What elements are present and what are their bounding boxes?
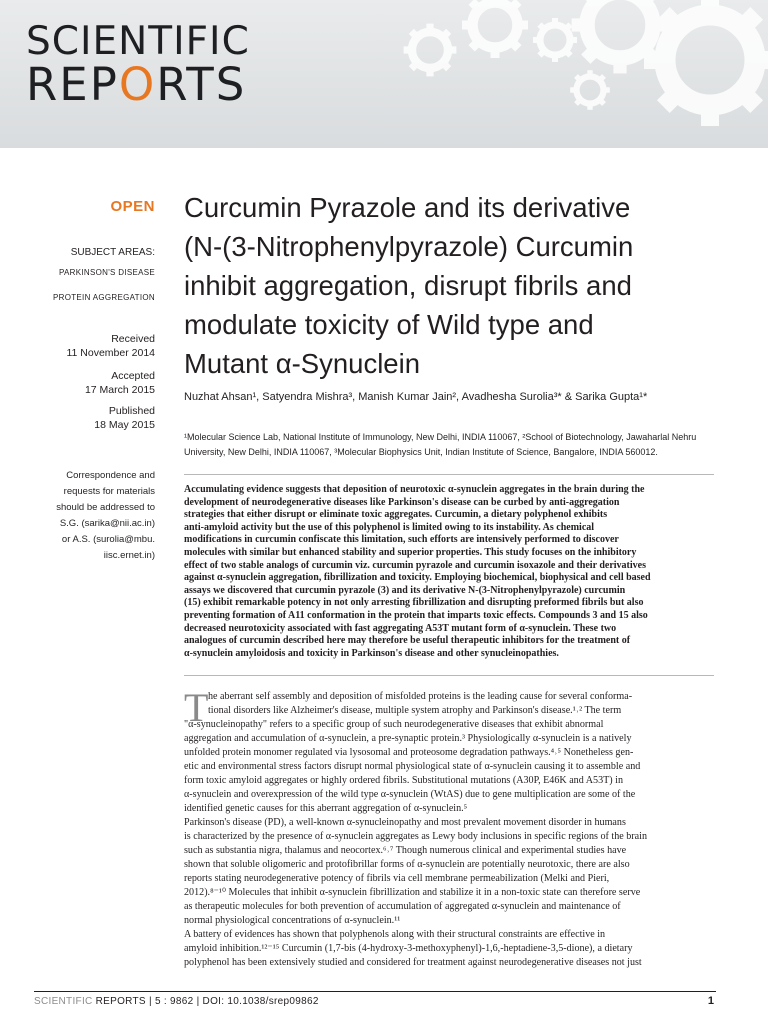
body-line: identified genetic causes for this aberrant aggregation of α-synuclein.⁵ [184, 803, 468, 814]
article-title [184, 188, 744, 383]
title-line: modulate toxicity of Wild type and [184, 309, 594, 340]
author-list: Nuzhat Ahsan¹, Satyendra Mishra³, Manish Kumar Jain², Avadhesha Surolia³* & Sarika Gupta¹* [184, 391, 648, 403]
accepted-date: 17 March 2015 [84, 384, 155, 396]
body-line: tional disorders like Alzheimer's disease, multiple system atrophy and Parkinson's disease.¹˒² The term [208, 705, 622, 716]
page-number: 1 [707, 995, 714, 1007]
body-line: 2012).⁸⁻¹⁰ Molecules that inhibit α-synuclein fibrillization and stabilize it in a non-toxic state can therefore serve [184, 887, 641, 898]
article-body [184, 685, 714, 970]
correspondence-line: Correspondence and [66, 470, 155, 481]
logo-rep: REP [26, 58, 119, 111]
correspondence-email-link[interactable]: iisc.ernet.in) [103, 550, 155, 561]
abstract-line: anti-amyloid activity but the use of this polyphenol is limited owing to its instability. As chemical [184, 521, 595, 533]
body-line: he aberrant self assembly and deposition of misfolded proteins is the leading cause for several conforma- [208, 691, 633, 702]
body-line: amyloid inhibition.¹²⁻¹⁵ Curcumin (1,7-bis (4-hydroxy-3-methoxyphenyl)-1,6,-heptadiene-3,5-dione), a dietary [184, 943, 633, 954]
logo-rts: RTS [156, 58, 247, 111]
correspondence-line: should be addressed to [56, 502, 155, 513]
body-line: normal physiological concentrations of α-synuclein.¹¹ [184, 915, 401, 926]
body-line: as therapeutic molecules for both prevention of accumulation of aggregated α-synuclein and maintenance of [184, 901, 621, 912]
title-line: Mutant α-Synuclein [184, 348, 421, 379]
correspondence-note [5, 468, 155, 564]
body-line: etic and environmental stress factors disrupt normal physiological state of α-synuclein causing it to assemble and [184, 761, 641, 772]
received-label: Received [111, 333, 155, 345]
subject-link-protein-aggregation[interactable]: PROTEIN AGGREGATION [52, 293, 155, 302]
abstract-line: (15) exhibit remarkable potency in not only arresting fibrillization and disrupting preformed fibrils but also [184, 597, 644, 609]
abstract-line: strategies that either disrupt or eliminate toxic aggregates. Curcumin, a dietary polyphenol exhibits [184, 509, 608, 521]
divider [184, 675, 714, 676]
divider [184, 474, 714, 475]
correspondence-line: requests for materials [63, 486, 155, 497]
page-footer [34, 996, 319, 1007]
body-line: α-synuclein and overexpression of the wild type α-synuclein (WtAS) due to gene multiplication are some of the [184, 789, 636, 800]
body-line: polyphenol has been extensively studied and considered for treatment against neurodegenerative diseases not just [184, 957, 642, 968]
footer-citation[interactable]: | 5 : 9862 | DOI: 10.1038/srep09862 [145, 996, 319, 1007]
open-access-badge: OPEN [110, 198, 155, 215]
body-line: reports stating neurodegenerative potency of fibrils via cell membrane permeabilization (Melki and Pieri, [184, 873, 610, 884]
body-line: A battery of evidences has shown that polyphenols along with their structural constraints are effective in [184, 929, 606, 940]
affiliations [184, 430, 724, 460]
title-line: (N-(3-Nitrophenylpyrazole) Curcumin [184, 231, 634, 262]
drop-cap: T [184, 685, 209, 730]
footer-journal-reports: REPORTS [95, 996, 146, 1007]
body-line: is characterized by the presence of α-synuclein aggregates as Lewy body inclusions in specific regions of the brain [184, 831, 647, 842]
body-line: such as substantia nigra, thalamus and neocortex.⁶˒⁷ Though numerous clinical and experimental studies have [184, 845, 627, 856]
footer-journal-scientific: SCIENTIFIC [34, 996, 96, 1007]
published-label: Published [108, 405, 155, 417]
subject-link-parkinsons[interactable]: PARKINSON'S DISEASE [59, 268, 155, 277]
abstract-line: α-synuclein amyloidosis and toxicity in Parkinson's disease and other synucleinopathies. [184, 647, 559, 659]
accepted-label: Accepted [111, 370, 155, 382]
correspondence-email-link[interactable]: S.G. (sarika@nii.ac.in) [59, 518, 155, 529]
title-line: inhibit aggregation, disrupt fibrils and [184, 270, 632, 301]
body-line: aggregation and accumulation of α-synuclein, a pre-synaptic protein.³ Physiologically α-synuclein is a natively [184, 733, 632, 744]
correspondence-email-link[interactable]: or A.S. (surolia@mbu. [61, 534, 155, 545]
abstract-line: preventing formation of A11 conformation in the protein that imparts toxic effects. Compounds 3 and 15 also [184, 609, 648, 621]
journal-banner [0, 0, 768, 148]
title-line: Curcumin Pyrazole and its derivative [184, 192, 631, 223]
published-date: 18 May 2015 [94, 419, 155, 431]
body-line: Parkinson's disease (PD), a well-known α-synucleinopathy and most prevalent movement disorder in humans [184, 817, 626, 828]
abstract [184, 484, 714, 660]
footer-rule [34, 991, 716, 992]
abstract-line: modifications in curcumin confiscate this limitation, such efforts are intensively performed to discover [184, 534, 619, 546]
abstract-line: decreased neurotoxicity associated with fast aggregating A53T mutant form of α-synuclein. These two [184, 622, 617, 634]
affiliation-line: University, New Delhi, INDIA 110067, ³Molecular Biophysics Unit, Indian Institute of Science, Bangalore, INDIA 560012. [184, 447, 658, 457]
abstract-line: development of neurodegenerative diseases like Parkinson's disease can be curbed by anti-aggregation [184, 496, 620, 508]
abstract-line: assays we discovered that curcumin pyrazole (3) and its derivative N-(3-Nitrophenylpyrazole) curcumin [184, 584, 626, 596]
subject-areas-heading: SUBJECT AREAS: [70, 247, 155, 258]
body-line: unfolded protein monomer regulated via lysosomal and proteosome degradation pathways.⁴˒⁵ Nonetheless gen- [184, 747, 634, 758]
received-date: 11 November 2014 [66, 347, 155, 359]
gears-decoration-icon [380, 0, 768, 148]
abstract-line: Accumulating evidence suggests that deposition of neurotoxic α-synuclein aggregates in the brain during the [184, 484, 645, 495]
abstract-line: effect of two stable analogs of curcumin viz. curcumin pyrazole and curcumin isoxazole and their derivatives [184, 559, 646, 571]
journal-logo-scientific: SCIENTIFIC [26, 19, 250, 64]
logo-gear-o: O [118, 58, 157, 111]
body-line: shown that soluble oligomeric and protofibrillar forms of α-synuclein are potentially neurotoxic, there are also [184, 859, 630, 870]
journal-logo-reports [26, 58, 247, 111]
body-line: form toxic amyloid aggregates or highly ordered fibrils. Substitutional mutations (A30P, E46K and A53T) in [184, 775, 624, 786]
abstract-line: molecules with similar but enhanced stability and superior properties. This study focuses on the inhibitory [184, 546, 637, 558]
body-line: "α-synucleinopathy" refers to a specific group of such neurodegenerative diseases that exhibit abnormal [184, 719, 604, 730]
abstract-line: against α-synuclein aggregation, fibrillization and toxicity. Employing biochemical, biophysical and cell based [184, 572, 651, 584]
abstract-line: analogues of curcumin described here may therefore be useful therapeutic inhibitors for the treatment of [184, 635, 631, 647]
affiliation-line: ¹Molecular Science Lab, National Institute of Immunology, New Delhi, INDIA 110067, ²School of Biotechnology, Jawaharlal Nehru [184, 432, 697, 442]
